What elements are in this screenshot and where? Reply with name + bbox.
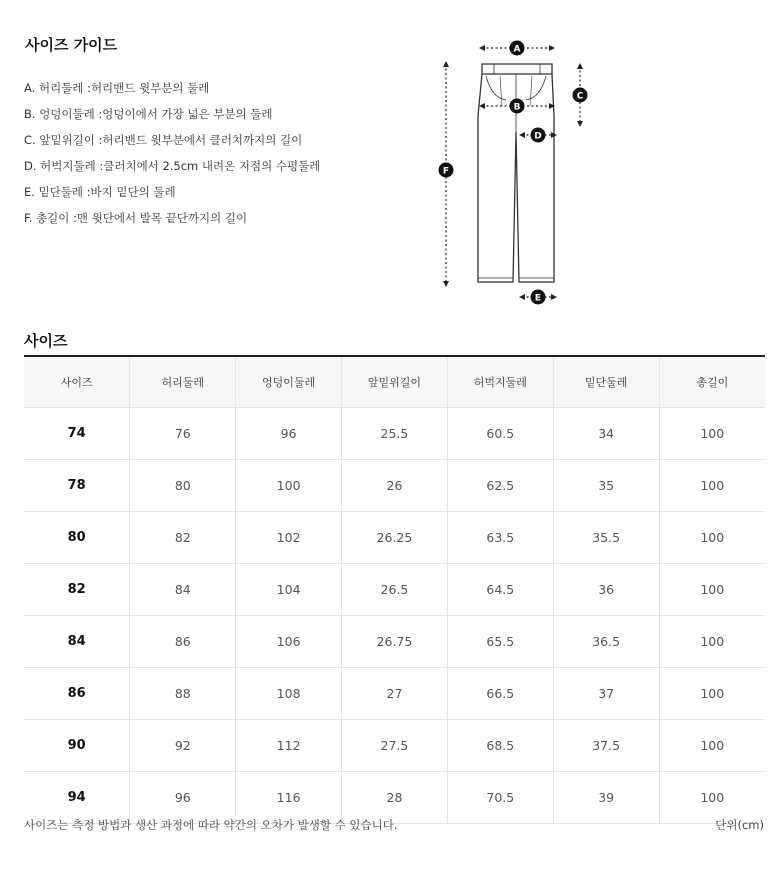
header-hip: 엉덩이둘레	[236, 357, 342, 408]
cell-size: 94	[24, 772, 130, 824]
measurement-guide-list	[24, 80, 320, 236]
table-row	[24, 772, 765, 824]
cell-front-rise: 27	[342, 668, 448, 720]
cell-front-rise: 27.5	[342, 720, 448, 772]
cell-hip: 116	[236, 772, 342, 824]
cell-total-length: 100	[659, 668, 765, 720]
table-row	[24, 512, 765, 564]
cell-thigh: 62.5	[447, 460, 553, 512]
size-table-body	[24, 408, 765, 824]
size-guide-title: 사이즈 가이드	[25, 36, 118, 54]
cell-size: 82	[24, 564, 130, 616]
cell-hem: 35	[553, 460, 659, 512]
cell-hip: 106	[236, 616, 342, 668]
cell-waist: 86	[130, 616, 236, 668]
cell-front-rise: 26	[342, 460, 448, 512]
cell-size: 90	[24, 720, 130, 772]
header-thigh: 허벅지둘레	[447, 357, 553, 408]
svg-text:E: E	[534, 293, 542, 304]
table-row	[24, 460, 765, 512]
guide-item-front-rise: C. 앞밑위길이 :허리밴드 윗부분에서 클러치까지의 길이	[24, 133, 303, 147]
size-table	[24, 357, 765, 824]
cell-waist: 84	[130, 564, 236, 616]
cell-hem: 36	[553, 564, 659, 616]
marker-d-icon	[531, 128, 546, 143]
guide-item-hip: B. 엉덩이둘레 :엉덩이에서 가장 넓은 부분의 둘레	[24, 107, 273, 121]
cell-total-length: 100	[659, 772, 765, 824]
table-row	[24, 564, 765, 616]
table-row	[24, 720, 765, 772]
cell-thigh: 70.5	[447, 772, 553, 824]
cell-thigh: 63.5	[447, 512, 553, 564]
unit-label: 단위(cm)	[715, 818, 764, 832]
cell-size: 86	[24, 668, 130, 720]
guide-item-waist: A. 허리둘레 :허리밴드 윗부분의 둘레	[24, 81, 210, 95]
cell-thigh: 65.5	[447, 616, 553, 668]
cell-total-length: 100	[659, 564, 765, 616]
table-header-row	[24, 357, 765, 408]
cell-hem: 35.5	[553, 512, 659, 564]
cell-size: 80	[24, 512, 130, 564]
pants-measurement-diagram	[430, 36, 600, 311]
marker-a-icon	[510, 41, 525, 56]
cell-hip: 96	[236, 408, 342, 460]
svg-text:F: F	[442, 166, 450, 177]
cell-waist: 80	[130, 460, 236, 512]
cell-hem: 37	[553, 668, 659, 720]
cell-front-rise: 26.5	[342, 564, 448, 616]
header-size: 사이즈	[24, 357, 130, 408]
marker-e-icon	[531, 290, 546, 305]
header-waist: 허리둘레	[130, 357, 236, 408]
cell-hem: 34	[553, 408, 659, 460]
cell-hip: 102	[236, 512, 342, 564]
cell-hem: 39	[553, 772, 659, 824]
cell-size: 74	[24, 408, 130, 460]
cell-hip: 108	[236, 668, 342, 720]
cell-total-length: 100	[659, 512, 765, 564]
cell-thigh: 66.5	[447, 668, 553, 720]
marker-b-icon	[510, 99, 525, 114]
pants-outline-icon	[478, 64, 554, 282]
cell-waist: 92	[130, 720, 236, 772]
svg-text:A: A	[513, 44, 521, 55]
cell-total-length: 100	[659, 408, 765, 460]
cell-front-rise: 26.25	[342, 512, 448, 564]
cell-waist: 82	[130, 512, 236, 564]
table-row	[24, 668, 765, 720]
size-table-container	[24, 355, 765, 824]
cell-hem: 36.5	[553, 616, 659, 668]
header-total-length: 총길이	[659, 357, 765, 408]
cell-size: 84	[24, 616, 130, 668]
table-row	[24, 616, 765, 668]
svg-text:C: C	[576, 91, 584, 102]
header-hem: 밑단둘레	[553, 357, 659, 408]
svg-text:B: B	[513, 102, 521, 113]
cell-hip: 112	[236, 720, 342, 772]
header-front-rise: 앞밑위길이	[342, 357, 448, 408]
cell-waist: 88	[130, 668, 236, 720]
cell-front-rise: 25.5	[342, 408, 448, 460]
cell-waist: 76	[130, 408, 236, 460]
measurement-disclaimer: 사이즈는 측정 방법과 생산 과정에 따라 약간의 오차가 발생할 수 있습니다.	[24, 818, 398, 832]
cell-thigh: 60.5	[447, 408, 553, 460]
cell-thigh: 64.5	[447, 564, 553, 616]
cell-hip: 100	[236, 460, 342, 512]
cell-total-length: 100	[659, 616, 765, 668]
marker-c-icon	[573, 88, 588, 103]
size-table-title: 사이즈	[24, 332, 68, 350]
marker-f-icon	[439, 163, 454, 178]
cell-front-rise: 26.75	[342, 616, 448, 668]
svg-text:D: D	[534, 131, 542, 142]
cell-hip: 104	[236, 564, 342, 616]
table-row	[24, 408, 765, 460]
guide-item-total-length: F. 총길이 :맨 윗단에서 발목 끝단까지의 길이	[24, 211, 248, 225]
cell-total-length: 100	[659, 720, 765, 772]
cell-front-rise: 28	[342, 772, 448, 824]
guide-item-thigh: D. 허벅지둘레 :클러치에서 2.5cm 내려온 지점의 수평둘레	[24, 159, 321, 173]
cell-size: 78	[24, 460, 130, 512]
cell-total-length: 100	[659, 460, 765, 512]
cell-waist: 96	[130, 772, 236, 824]
guide-item-hem: E. 밑단둘레 :바지 밑단의 둘레	[24, 185, 176, 199]
cell-thigh: 68.5	[447, 720, 553, 772]
cell-hem: 37.5	[553, 720, 659, 772]
